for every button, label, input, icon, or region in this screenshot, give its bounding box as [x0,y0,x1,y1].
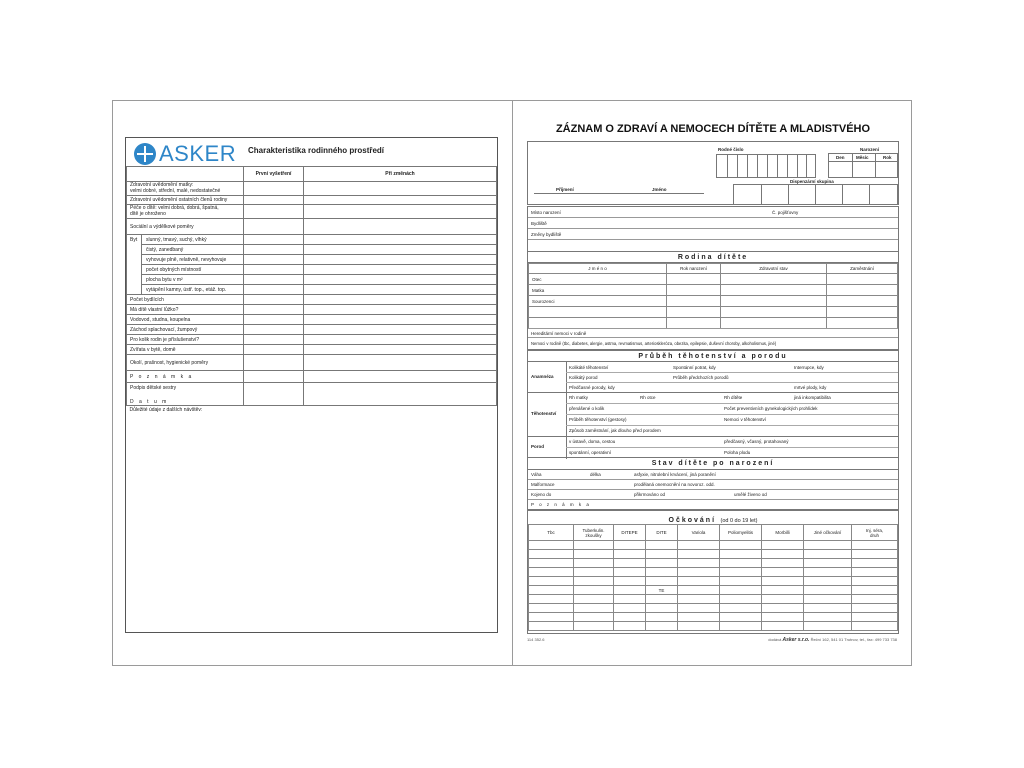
table-row [127,355,497,371]
table-row [127,345,497,355]
pregnancy-section [527,350,899,458]
te-mark: TE [646,586,678,595]
identification-block [527,141,899,205]
col-birth-year: Rok narození [667,264,721,274]
entry-cell[interactable] [721,307,827,318]
notes-label: Důležité údaje z dalších návštěv: [127,406,497,414]
newborn-heading: Stav dítěte po narození [528,458,898,470]
entry-cell[interactable] [827,296,898,307]
pregnancy-item: Způsob zaměstnání, jak dlouho před porodem [569,428,661,433]
table-row [127,305,497,315]
byt-item: vytápění kamny, ústř. top., etáž. top. [142,285,244,295]
byt-item: počet obytných místností [142,265,244,275]
birth-number-label: Rodné číslo [718,147,744,152]
delivery-item: Poloha plodu [724,450,751,455]
table-row [127,219,497,235]
anam-item: Interrupce, kdy [794,365,824,370]
residence-section [527,206,899,252]
asker-logo [134,142,236,166]
pregnancy-item: Rh otce [640,395,656,400]
delivery-item: v ústavě, doma, cestou [569,439,616,444]
family-heading: Rodina dítěte [528,252,898,263]
delivery-item: předčasný, včasný, protahovaný [724,439,789,444]
anam-item: Průběh předchozích porodů [673,375,729,380]
note-label: P o z n á m k a [127,371,244,383]
feeding-row[interactable]: Kojeno do přikrmováno od umělé živeno od [528,490,898,500]
family-section [527,252,899,350]
entry-cell[interactable] [667,285,721,296]
form-title: Charakteristika rodinného prostředí [248,146,385,155]
table-row [127,406,497,414]
entry-cell[interactable] [244,325,304,335]
entry-cell[interactable] [304,275,497,285]
col-occupation: Zaměstnání [827,264,898,274]
entry-cell[interactable] [721,296,827,307]
surname-label: Příjmení [556,187,574,192]
entry-cell[interactable] [304,196,497,205]
entry-cell[interactable] [244,196,304,205]
entry-cell[interactable] [244,205,304,219]
family-diseases-row[interactable]: Nemoci v rodině (tbc, diabetes, alergie, astma, revmatismus, arterioskleróza, obezita, epilepsie, duševní choroby, alkoholismus, jiné) [531,341,777,346]
weight-row[interactable]: Váha délka asfyxie, nitrolební krvácení, jiná poranění [528,470,898,480]
table-row [127,295,497,305]
vaccination-section [527,510,899,634]
table-row [127,383,497,406]
col-variola: Variola [678,525,720,541]
entry-cell[interactable] [244,235,304,245]
col-header-changes: Při změnách [304,167,497,182]
table-row [127,285,497,295]
row-label: Péče o dítě: velmi dobrá, dobrá, špatná, dítě je ohroženo [127,205,244,219]
entry-cell[interactable] [244,355,304,371]
entry-cell[interactable] [304,295,497,305]
delivery-label: Porod [531,444,544,449]
entry-cell[interactable] [529,318,667,329]
table-row [127,182,497,196]
entry-cell[interactable] [304,182,497,196]
entry-cell[interactable] [304,335,497,345]
left-form-sheet [112,100,512,666]
entry-cell[interactable] [244,295,304,305]
entry-cell[interactable] [244,285,304,295]
table-row [127,335,497,345]
row-label: Zdravotní uvědomění ostatních členů rodiny [127,196,244,205]
anam-item: mrtvé plody, kdy [794,385,827,390]
delivery-item: spontánní, operativní [569,450,612,455]
anam-item: Spontánní potrat, kdy [673,365,716,370]
table-row [127,315,497,325]
publisher-info: dodává Asker s.r.o. Řeční 162, 541 01 Trutnov, tel., fax: 499 733 738 [768,637,897,643]
table-row [127,371,497,383]
newborn-note-row[interactable]: P o z n á m k a [531,502,591,507]
logo-text: ASKER [159,141,237,166]
day-label: Den [836,155,845,160]
entry-cell[interactable] [244,265,304,275]
byt-item: čistý, zanedbaný [142,245,244,255]
col-serum: Inj. séra, druh [852,525,898,541]
year-label: Rok [883,155,892,160]
first-name-label: Jméno [652,187,667,192]
byt-item: plocha bytu v m² [142,275,244,285]
entry-cell[interactable] [304,355,497,371]
entry-cell[interactable] [304,255,497,265]
col-name: J m é n o [529,264,667,274]
row-label: Zvířata v bytě, domě [127,345,244,355]
pregnancy-item: přenášené o kolik [569,406,605,411]
entry-cell[interactable] [304,265,497,275]
entry-cell[interactable] [827,307,898,318]
malformation-row[interactable]: Malformace prodělaná onemocnění na novoroz. odd. [528,480,898,490]
col-tuberculin: Tuberkulin. zkoušky [574,525,614,541]
family-environment-table [126,166,497,413]
row-label: Sociální a výdělkové poměry [127,219,244,235]
entry-cell[interactable] [667,318,721,329]
anam-item: Kolikátý porod [569,375,598,380]
pregnancy-item: Rh dítěte [724,395,743,400]
record-title: ZÁZNAM O ZDRAVÍ A NEMOCECH DÍTĚTE A MLADISTVÉHO [555,123,871,135]
row-label: Záchod splachovací, žumpový [127,325,244,335]
birth-number-boxes[interactable] [716,154,816,178]
entry-cell[interactable] [244,275,304,285]
table-row [127,196,497,205]
anamnesis-label: Anamnéza [531,374,554,379]
entry-cell[interactable] [304,383,497,406]
entry-cell[interactable] [304,219,497,235]
col-morbilli: Morbilli [762,525,804,541]
pregnancy-item: Rh matky [569,395,589,400]
entry-cell[interactable] [304,235,497,245]
pregnancy-item: Průběh těhotenství (gestosy) [569,417,627,422]
table-row [127,325,497,335]
sign-label: Podpis dětské sestry [130,385,177,391]
mother-label: Matka [529,285,667,296]
pregnancy-item: Počet preventivních gynekologických prohlídek [724,406,818,411]
hereditary-row[interactable]: Hereditární nemoci v rodině [528,328,898,338]
row-label: Pro kolik rodin je příslušenství? [127,335,244,345]
date-label: D a t u m [130,399,169,405]
col-header-first-exam: První vyšetření [244,167,304,182]
birth-date-label: Narození [860,147,880,152]
table-row [127,255,497,265]
pregnancy-heading: Průběh těhotenství a porodu [528,351,898,362]
entry-cell[interactable] [244,315,304,325]
col-tbc: Tbc [529,525,574,541]
row-label: Zdravotní uvědomění matky: velmi dobré, střední, malé, nedostatečné [127,182,244,196]
row-label: Vodovod, studna, koupelna [127,315,244,325]
dispensary-group-label: Dispenzární skupina [790,179,834,184]
entry-cell[interactable] [244,383,304,406]
family-environment-form [125,137,498,633]
residence-extra-row[interactable] [528,240,898,251]
entry-cell[interactable] [721,274,827,285]
byt-item: slunný, tmavý, suchý, vlhký [142,235,244,245]
byt-label: Byt [127,235,142,295]
birth-date-boxes[interactable] [828,153,898,178]
row-label: Má dítě vlastní lůžko? [127,305,244,315]
entry-cell[interactable] [667,296,721,307]
pregnancy-label: Těhotenství [531,411,557,416]
dispensary-group-boxes[interactable] [733,184,898,205]
byt-item: vyhovuje plně, relativně, nevyhovuje [142,255,244,265]
entry-cell[interactable] [244,335,304,345]
vaccination-table [528,524,898,631]
entry-cell[interactable] [667,307,721,318]
entry-cell[interactable] [529,307,667,318]
table-row [127,235,497,245]
entry-cell[interactable] [244,219,304,235]
table-row [127,275,497,285]
entry-cell[interactable] [304,371,497,383]
col-dite: DITE [646,525,678,541]
pregnancy-item: jiná inkompatibilita [794,395,831,400]
entry-cell[interactable] [667,274,721,285]
table-row [127,205,497,219]
entry-cell[interactable] [304,345,497,355]
entry-cell[interactable] [304,205,497,219]
col-health: Zdravotní stav [721,264,827,274]
entry-cell[interactable] [304,325,497,335]
row-label: Okolí, prašnost, hygienické poměry [127,355,244,371]
entry-cell[interactable] [304,305,497,315]
entry-cell[interactable] [244,371,304,383]
vaccination-heading: Očkování (od 0 do 19 let) [668,517,758,524]
entry-cell[interactable] [244,305,304,315]
entry-cell[interactable] [827,285,898,296]
col-other: Jiné očkování [804,525,852,541]
col-ditepe: DITEPE [614,525,646,541]
family-table [528,263,898,329]
residence-row[interactable]: Bydliště [528,218,898,229]
entry-cell[interactable] [244,182,304,196]
row-label: Počet bydlících [127,295,244,305]
table-row [127,245,497,255]
residence-changes-row[interactable]: Změny bydliště [528,229,898,240]
right-form-sheet [512,100,912,666]
entry-cell[interactable] [244,345,304,355]
siblings-label: Sourozenci [529,296,667,307]
entry-cell[interactable] [244,245,304,255]
entry-cell[interactable] [827,318,898,329]
sign-date-cell [127,383,244,406]
newborn-state-section [527,458,899,510]
anam-item: Předčasné porody, kdy [569,385,615,390]
birthplace-row[interactable]: Místo narození Č. pojišťovny [528,207,898,218]
entry-cell[interactable] [304,245,497,255]
father-label: Otec [529,274,667,285]
entry-cell[interactable] [721,285,827,296]
entry-cell[interactable] [304,315,497,325]
col-polio: Poliomyelitis [720,525,762,541]
entry-cell[interactable] [827,274,898,285]
table-header-row [127,167,497,182]
anam-item: Kolikáté těhotenství [569,365,609,370]
pregnancy-item: Nemoci v těhotenství [724,417,767,422]
entry-cell[interactable] [721,318,827,329]
entry-cell[interactable] [304,285,497,295]
month-label: Měsíc [856,155,869,160]
entry-cell[interactable] [244,255,304,265]
form-number: 114 352.6 [527,637,545,642]
medical-cross-icon [134,143,156,165]
table-row [127,265,497,275]
